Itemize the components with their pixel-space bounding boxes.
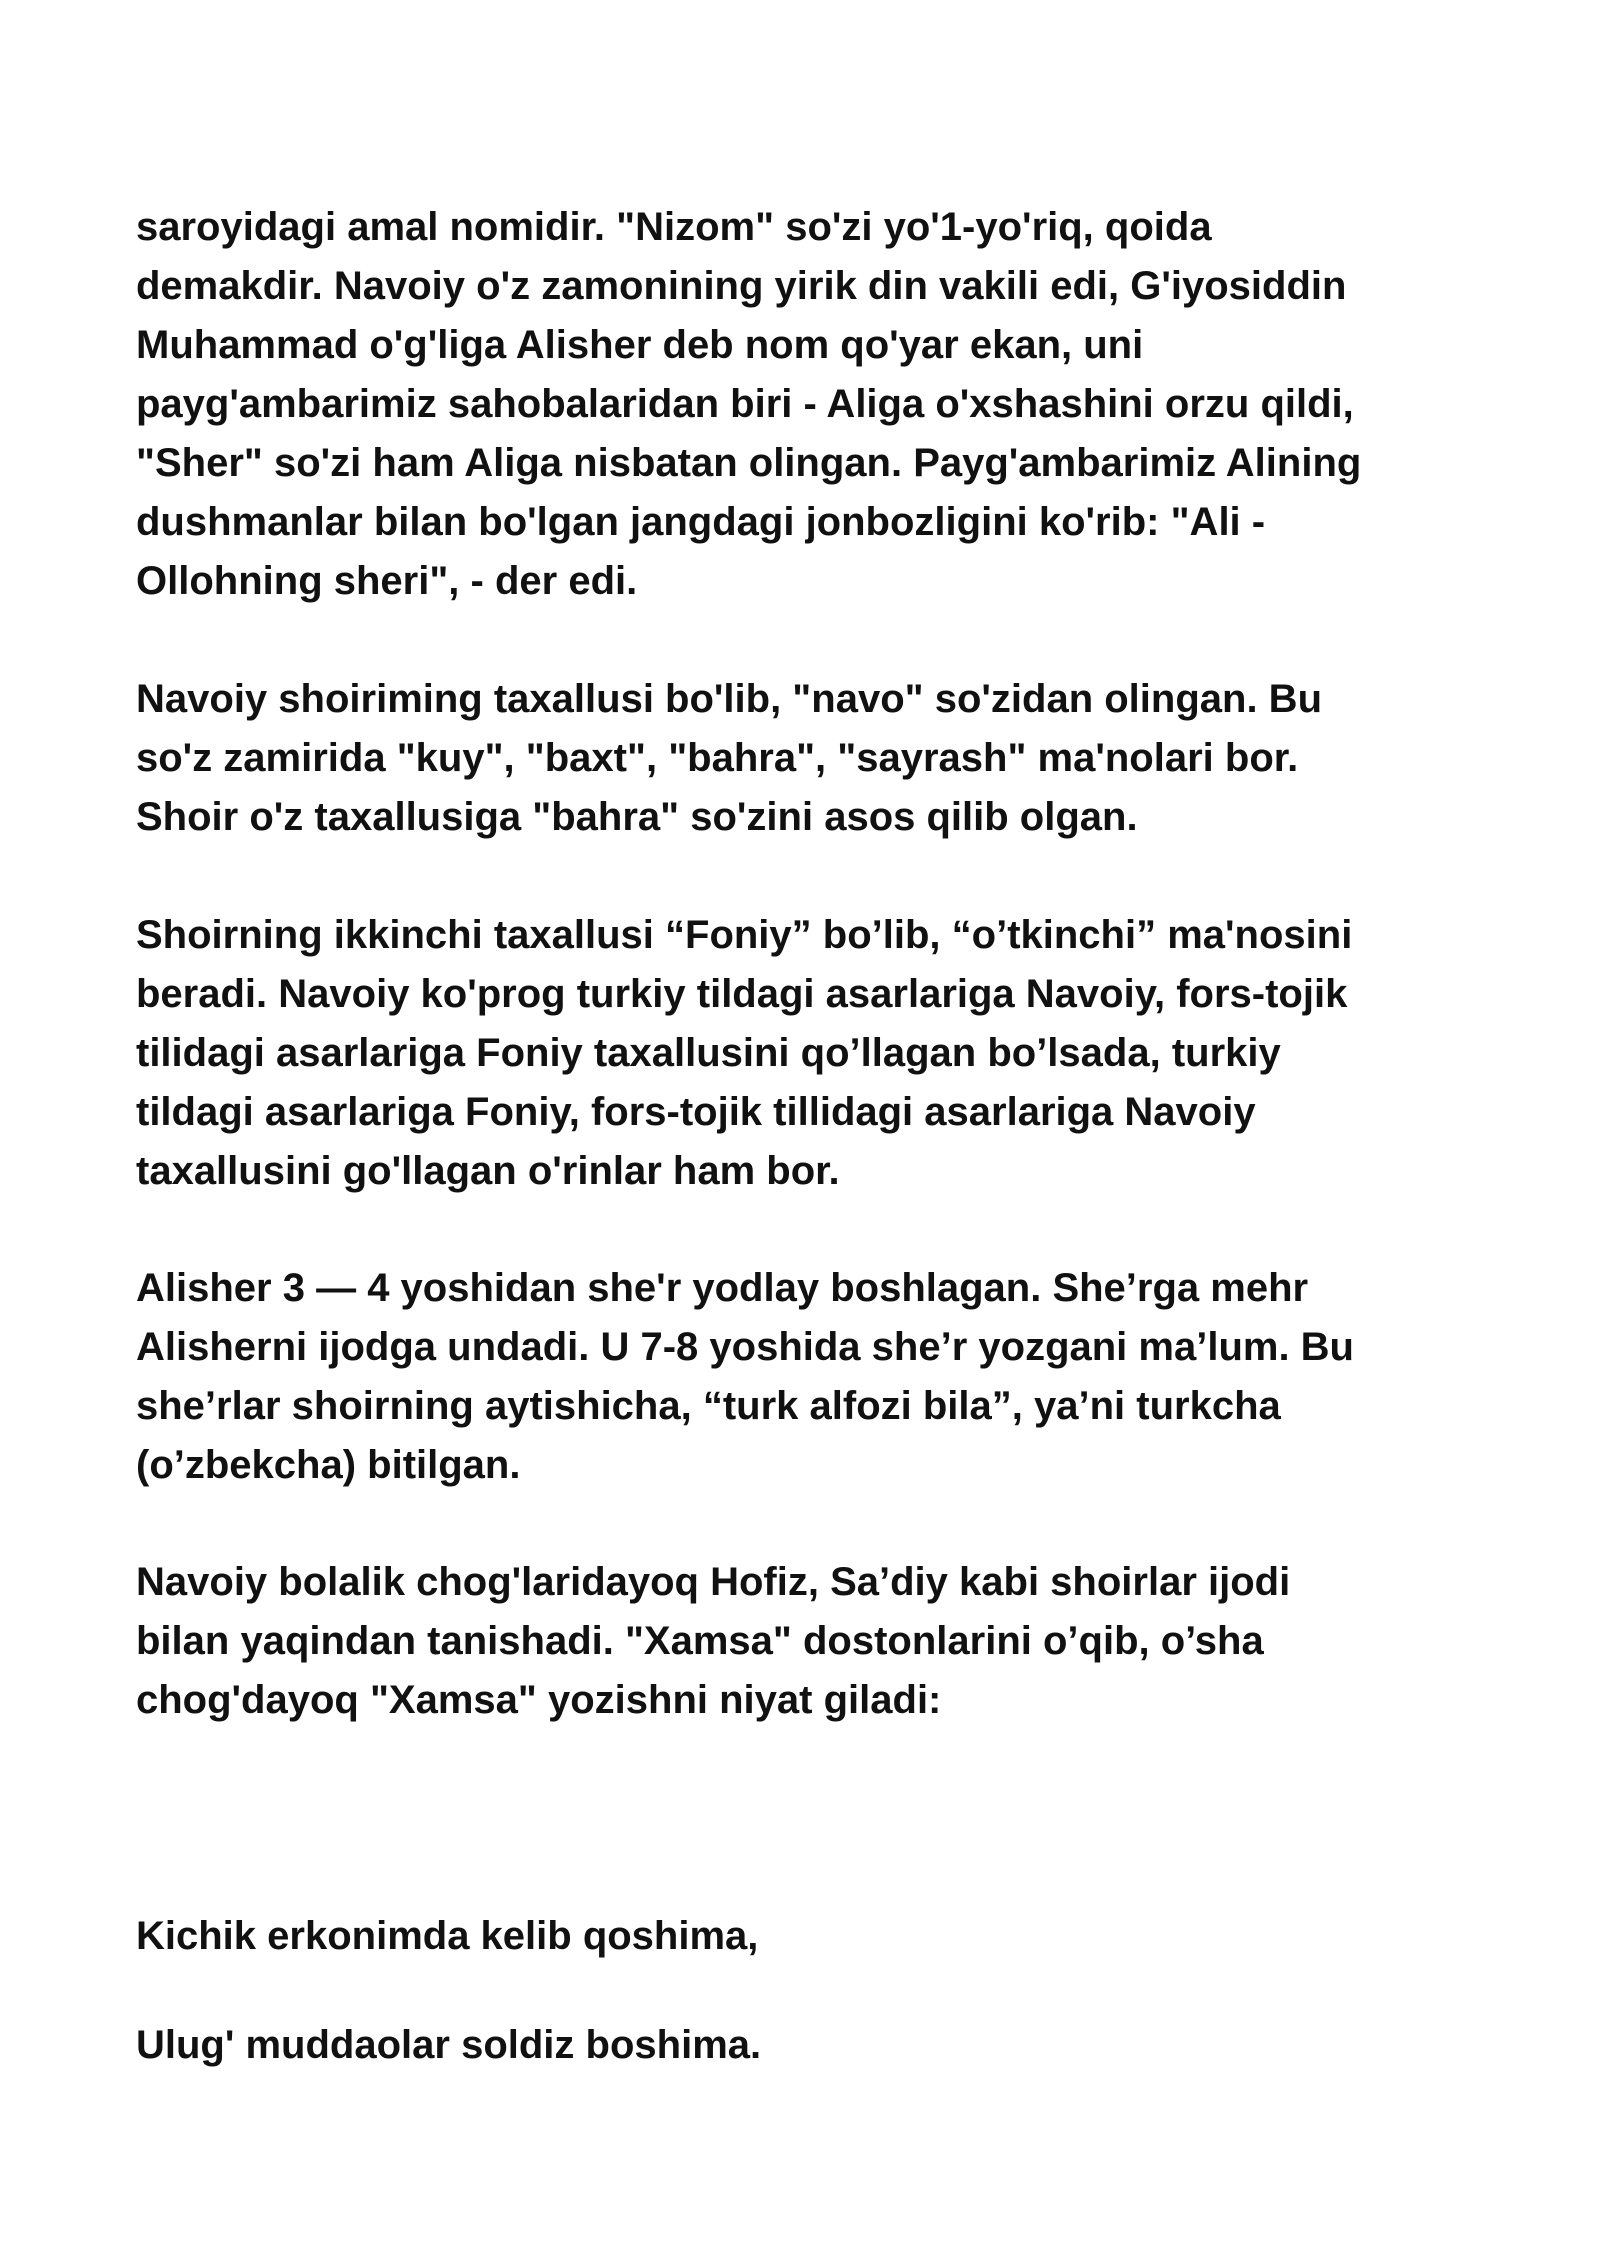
- paragraph-line: Alisherni ijodga undadi. U 7-8 yoshida she’r yozgani ma’lum. Bu: [136, 1325, 1354, 1369]
- verse-line-2: [136, 2016, 1476, 2075]
- paragraph-line: saroyidagi amal nomidir. "Nizom" so'zi yo'1-yo'riq, qoida: [136, 205, 1212, 249]
- paragraph-line: tildagi asarlariga Foniy, fors-tojik tillidagi asarlariga Navoiy: [136, 1090, 1256, 1134]
- paragraph-line: dushmanlar bilan bo'lgan jangdagi jonbozligini ko'rib: "Ali -: [136, 500, 1266, 544]
- paragraph-line: Shoir o'z taxallusiga "bahra" so'zini asos qilib olgan.: [136, 795, 1138, 839]
- paragraph-line: payg'ambarimiz sahobalaridan biri - Aliga o'xshashini orzu qildi,: [136, 382, 1354, 426]
- paragraph-line: she’rlar shoirning aytishicha, “turk alfozi bila”, ya’ni turkcha: [136, 1384, 1281, 1428]
- paragraph-5: [136, 1553, 1476, 1730]
- paragraph-1: [136, 198, 1476, 611]
- paragraph-2: [136, 670, 1476, 847]
- paragraph-line: bilan yaqindan tanishadi. "Xamsa" dostonlarini o’qib, o’sha: [136, 1619, 1264, 1663]
- paragraph-line: "Sher" so'zi ham Aliga nisbatan olingan. Payg'ambarimiz Alining: [136, 441, 1362, 485]
- verse-line-1: [136, 1907, 1476, 1966]
- paragraph-3: [136, 906, 1476, 1201]
- paragraph-line: (o’zbekcha) bitilgan.: [136, 1443, 521, 1487]
- paragraph-line: beradi. Navoiy ko'prog turkiy tildagi asarlariga Navoiy, fors-tojik: [136, 972, 1348, 1016]
- paragraph-line: tilidagi asarlariga Foniy taxallusini qo’llagan bo’lsada, turkiy: [136, 1031, 1281, 1075]
- paragraph-line: Shoirning ikkinchi taxallusi “Foniy” bo’lib, “o’tkinchi” ma'nosini: [136, 913, 1353, 957]
- verse-line: Kichik erkonimda kelib qoshima,: [136, 1914, 759, 1958]
- paragraph-line: demakdir. Navoiy o'z zamonining yirik din vakili edi, G'iyosiddin: [136, 264, 1347, 308]
- paragraph-4: [136, 1259, 1476, 1495]
- paragraph-line: Alisher 3 — 4 yoshidan she'r yodlay boshlagan. She’rga mehr: [136, 1266, 1309, 1310]
- paragraph-line: Ollohning sheri", - der edi.: [136, 559, 638, 603]
- paragraph-line: Navoiy shoiriming taxallusi bo'lib, "navo" so'zidan olingan. Bu: [136, 677, 1322, 721]
- paragraph-line: chog'dayoq "Xamsa" yozishni niyat giladi:: [136, 1678, 942, 1722]
- paragraph-line: Navoiy bolalik chog'laridayoq Hofiz, Sa’diy kabi shoirlar ijodi: [136, 1560, 1291, 1604]
- paragraph-line: Muhammad o'g'liga Alisher deb nom qo'yar ekan, uni: [136, 323, 1144, 367]
- paragraph-line: taxallusini go'llagan o'rinlar ham bor.: [136, 1149, 840, 1193]
- paragraph-line: so'z zamirida "kuy", "baxt", "bahra", "sayrash" ma'nolari bor.: [136, 736, 1299, 780]
- verse-line: Ulug' muddaolar soldiz boshima.: [136, 2023, 762, 2067]
